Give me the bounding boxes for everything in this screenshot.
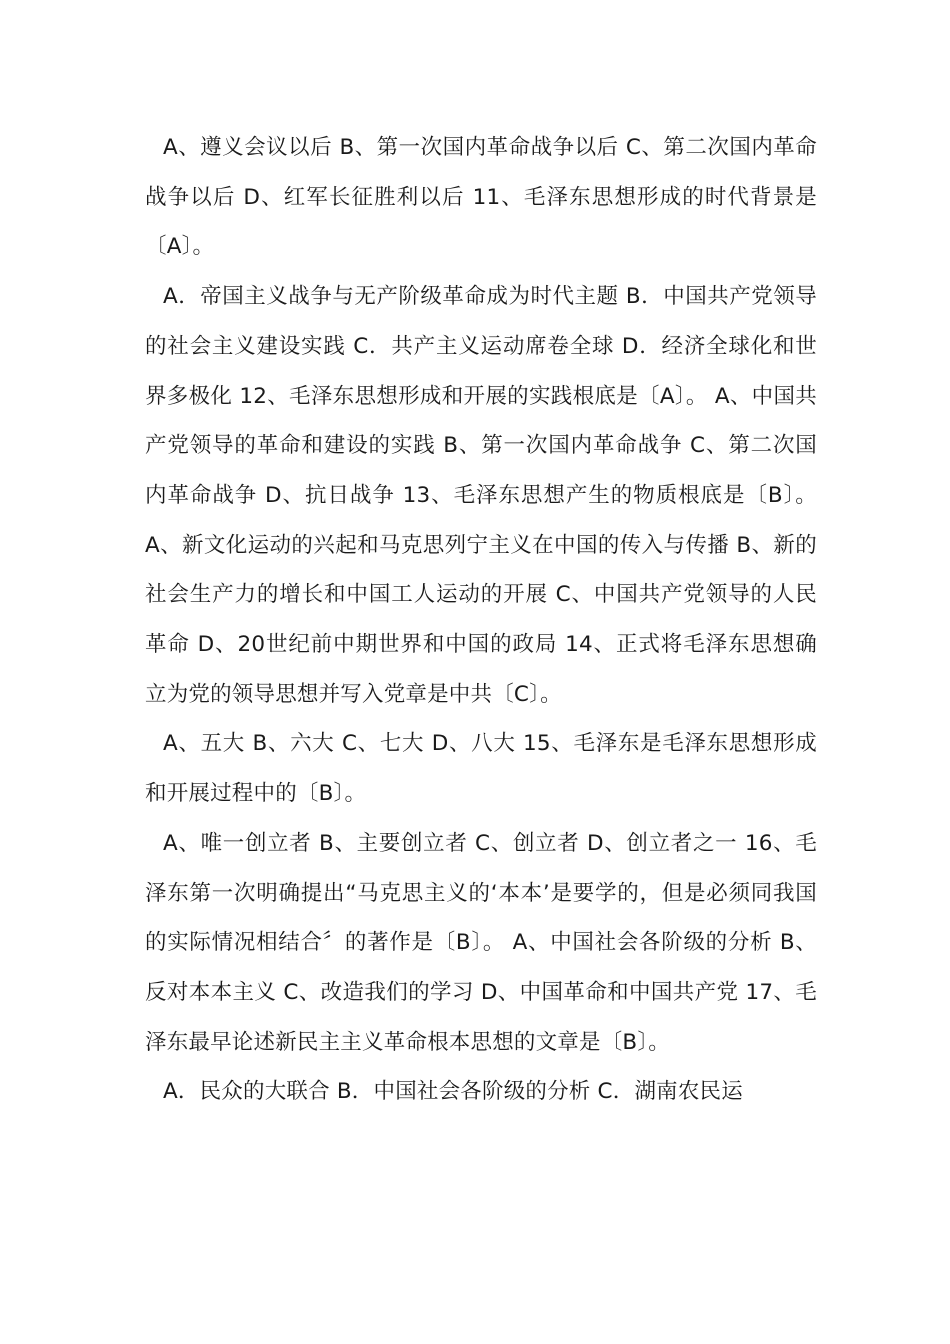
paragraph-q17-options: A．民众的大联合 B．中国社会各阶级的分析 C．湖南农民运 [163, 1079, 743, 1105]
paragraph-q10-options: A、遵义会议以后 B、第一次国内革命战争以后 C、第二次国内革命战争以后 D、红军长征胜利以后 11、毛泽东思想形成的时代背景是〔A〕。 [145, 135, 817, 260]
paragraph-q11-to-q14: A．帝国主义战争与无产阶级革命成为时代主题 B．中国共产党领导的社会主义建设实践 C．共产主义运动席卷全球 D．经济全球化和世界多极化 12、毛泽东思想形成和开展的实践根底是〔A〕。 A、中国共产党领导的革命和建设的实践 B、第一次国内革命战争 C、第二次国内革命战争 D、抗日战争 13、毛泽东思想产生的物质根底是〔B〕。 A、新文化运动的兴起和马克思列宁主义在中国的传入与传播 B、新的社会生产力的增长和中国工人运动的开展 C、中国共产党领导的人民革命 D、20世纪前中期世界和中国的政局 14、正式将毛泽东思想确立为党的领导思想并写入党章是中共〔C〕。 [145, 284, 817, 707]
document-body [145, 123, 817, 1117]
paragraph-q14-options-q15: A、五大 B、六大 C、七大 D、八大 15、毛泽东是毛泽东思想形成和开展过程中的〔B〕。 [145, 731, 817, 807]
paragraph-q15-options-q17: A、唯一创立者 B、主要创立者 C、创立者 D、创立者之一 16、毛泽东第一次明确提出“马克思主义的‘本本’是要学的，但是必须同我国的实际情况相结合〞的著作是〔B〕。 A、中国社会各阶级的分析 B、反对本本主义 C、改造我们的学习 D、中国革命和中国共产党 17、毛泽东最早论述新民主主义革命根本思想的文章是〔B〕。 [145, 830, 817, 1055]
